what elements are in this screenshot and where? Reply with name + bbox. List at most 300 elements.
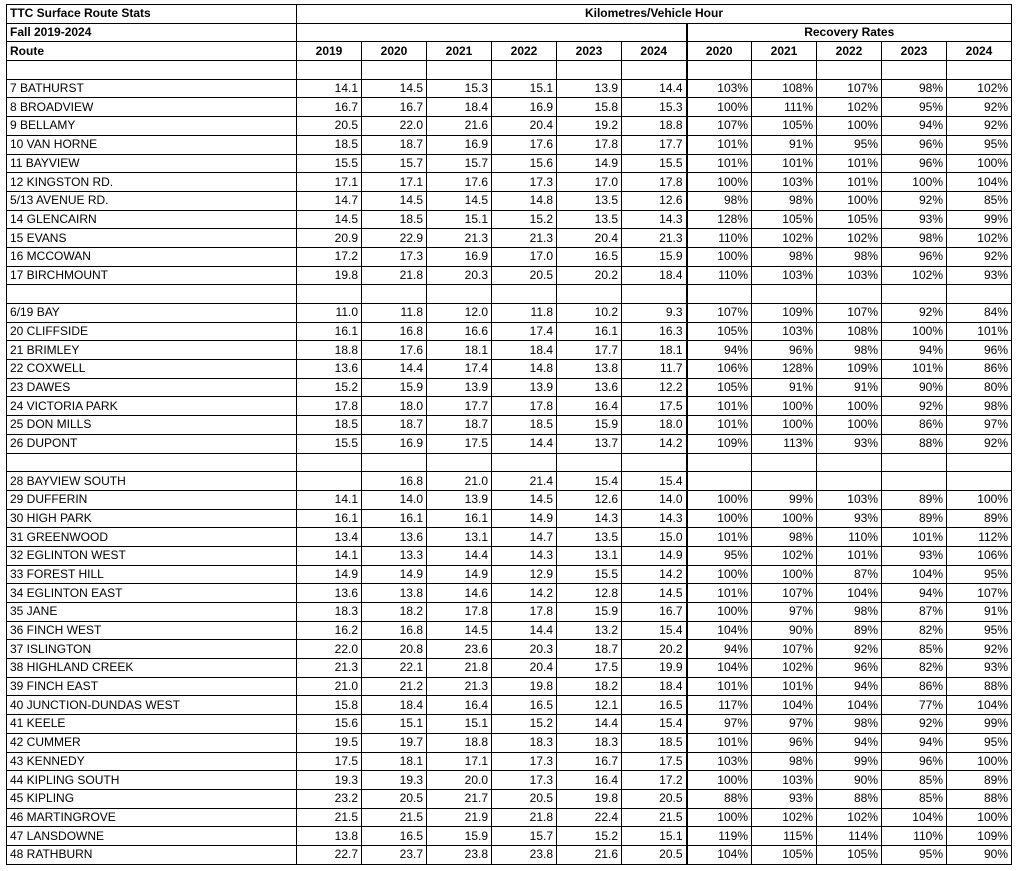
recovery-rate-cell: 103% <box>752 173 817 192</box>
table-row <box>7 434 1012 453</box>
recovery-rate-cell: 100% <box>947 490 1012 509</box>
kmh-value-cell: 21.4 <box>492 472 557 491</box>
recovery-rate-cell: 100% <box>947 752 1012 771</box>
recovery-rate-cell: 91% <box>752 135 817 154</box>
table-row <box>7 378 1012 397</box>
kmh-value-cell: 21.9 <box>427 808 492 827</box>
kmh-value-cell: 23.6 <box>427 640 492 659</box>
kmh-value-cell: 14.4 <box>492 434 557 453</box>
kmh-value-cell: 20.0 <box>427 771 492 790</box>
kmh-value-cell: 15.3 <box>622 98 687 117</box>
recovery-year-header: 2020 <box>687 42 752 61</box>
recovery-rate-cell: 92% <box>882 397 947 416</box>
kmh-value-cell: 13.6 <box>297 360 362 379</box>
recovery-rate-cell: 94% <box>882 341 947 360</box>
recovery-rate-cell: 105% <box>817 210 882 229</box>
kmh-value-cell: 16.9 <box>427 247 492 266</box>
table-row <box>7 341 1012 360</box>
recovery-rate-cell: 101% <box>687 397 752 416</box>
kmh-value-cell: 17.5 <box>557 659 622 678</box>
kmh-value-cell: 16.1 <box>557 322 622 341</box>
kmh-value-cell: 13.6 <box>362 528 427 547</box>
recovery-rate-cell: 93% <box>817 509 882 528</box>
recovery-rate-cell: 98% <box>882 79 947 98</box>
route-name-cell: 10 VAN HORNE <box>7 135 297 154</box>
empty-cell <box>687 453 752 472</box>
route-name-cell: 6/19 BAY <box>7 304 297 323</box>
recovery-rate-cell: 89% <box>882 490 947 509</box>
recovery-rate-cell: 102% <box>817 98 882 117</box>
kmh-value-cell: 17.1 <box>297 173 362 192</box>
route-name-cell: 5/13 AVENUE RD. <box>7 191 297 210</box>
recovery-rate-cell: 102% <box>947 79 1012 98</box>
recovery-rate-cell: 102% <box>752 229 817 248</box>
kmh-value-cell: 23.2 <box>297 789 362 808</box>
recovery-rate-cell: 100% <box>687 173 752 192</box>
empty-cell <box>557 61 622 80</box>
recovery-rate-cell: 77% <box>882 696 947 715</box>
recovery-rate-cell: 93% <box>817 434 882 453</box>
kmh-value-cell: 15.9 <box>427 827 492 846</box>
kmh-value-cell: 10.2 <box>557 304 622 323</box>
kmh-value-cell: 16.5 <box>362 827 427 846</box>
kmh-value-cell: 21.8 <box>362 266 427 285</box>
kmh-value-cell: 18.2 <box>362 603 427 622</box>
table-row <box>7 715 1012 734</box>
recovery-rate-cell <box>752 472 817 491</box>
kmh-value-cell: 12.6 <box>622 191 687 210</box>
empty-cell <box>557 453 622 472</box>
recovery-rate-cell: 107% <box>752 584 817 603</box>
route-name-cell: 43 KENNEDY <box>7 752 297 771</box>
recovery-rate-cell: 93% <box>947 659 1012 678</box>
route-name-cell: 41 KEELE <box>7 715 297 734</box>
recovery-rate-cell: 113% <box>752 434 817 453</box>
empty-cell <box>297 453 362 472</box>
route-name-cell: 14 GLENCAIRN <box>7 210 297 229</box>
kmh-value-cell: 19.7 <box>362 733 427 752</box>
kmh-value-cell: 17.3 <box>492 752 557 771</box>
recovery-rate-cell: 104% <box>817 584 882 603</box>
recovery-rate-cell: 98% <box>687 191 752 210</box>
table-row <box>7 677 1012 696</box>
recovery-rate-cell: 104% <box>687 845 752 864</box>
kmh-value-cell: 17.8 <box>492 397 557 416</box>
kmh-value-cell: 23.8 <box>492 845 557 864</box>
recovery-rate-cell: 119% <box>687 827 752 846</box>
kmh-value-cell: 14.5 <box>297 210 362 229</box>
recovery-rate-cell: 88% <box>947 677 1012 696</box>
recovery-rate-cell: 93% <box>882 546 947 565</box>
kmh-value-cell: 18.4 <box>622 677 687 696</box>
recovery-rate-cell: 96% <box>882 135 947 154</box>
kmh-value-cell: 14.9 <box>557 154 622 173</box>
kmh-value-cell: 14.3 <box>622 210 687 229</box>
spacer-row <box>7 61 1012 80</box>
recovery-rate-cell: 89% <box>882 509 947 528</box>
table-row <box>7 247 1012 266</box>
recovery-group-header: Recovery Rates <box>687 23 1012 42</box>
kmh-value-cell: 14.5 <box>622 584 687 603</box>
kmh-value-cell: 16.8 <box>362 322 427 341</box>
kmh-value-cell: 20.2 <box>557 266 622 285</box>
recovery-rate-cell: 102% <box>752 659 817 678</box>
recovery-rate-cell: 100% <box>882 322 947 341</box>
kmh-value-cell: 20.4 <box>492 117 557 136</box>
table-row <box>7 696 1012 715</box>
recovery-rate-cell: 112% <box>947 528 1012 547</box>
kmh-value-cell: 21.3 <box>622 229 687 248</box>
recovery-rate-cell: 92% <box>947 98 1012 117</box>
kmh-value-cell: 18.5 <box>492 416 557 435</box>
recovery-rate-cell: 101% <box>687 584 752 603</box>
kmh-value-cell: 15.1 <box>492 79 557 98</box>
kmh-value-cell: 16.7 <box>622 603 687 622</box>
kmh-value-cell: 18.7 <box>362 416 427 435</box>
route-name-cell: 16 MCCOWAN <box>7 247 297 266</box>
kmh-value-cell: 14.6 <box>427 584 492 603</box>
recovery-year-header: 2021 <box>752 42 817 61</box>
kmh-value-cell: 18.1 <box>622 341 687 360</box>
route-name-cell: 33 FOREST HILL <box>7 565 297 584</box>
recovery-rate-cell: 104% <box>947 696 1012 715</box>
recovery-rate-cell: 110% <box>817 528 882 547</box>
recovery-rate-cell: 104% <box>947 173 1012 192</box>
recovery-rate-cell: 96% <box>882 247 947 266</box>
spacer-row <box>7 453 1012 472</box>
kmh-value-cell: 23.8 <box>427 845 492 864</box>
recovery-rate-cell: 105% <box>687 322 752 341</box>
recovery-rate-cell: 100% <box>687 565 752 584</box>
route-name-cell: 8 BROADVIEW <box>7 98 297 117</box>
route-name-cell: 17 BIRCHMOUNT <box>7 266 297 285</box>
empty-cell <box>752 61 817 80</box>
table-row <box>7 640 1012 659</box>
empty-cell <box>622 285 687 304</box>
kmh-value-cell: 15.0 <box>622 528 687 547</box>
kmh-value-cell: 20.5 <box>362 789 427 808</box>
empty-cell <box>492 285 557 304</box>
recovery-rate-cell: 128% <box>687 210 752 229</box>
recovery-rate-cell: 94% <box>882 733 947 752</box>
recovery-rate-cell: 102% <box>752 546 817 565</box>
recovery-rate-cell: 110% <box>687 266 752 285</box>
kmh-value-cell: 17.1 <box>427 752 492 771</box>
kmh-value-cell: 17.3 <box>362 247 427 266</box>
kmh-value-cell: 17.4 <box>492 322 557 341</box>
kmh-value-cell: 21.5 <box>362 808 427 827</box>
kmh-value-cell: 15.2 <box>297 378 362 397</box>
recovery-rate-cell: 92% <box>817 640 882 659</box>
recovery-rate-cell: 101% <box>687 677 752 696</box>
kmh-value-cell: 14.8 <box>492 191 557 210</box>
table-row <box>7 659 1012 678</box>
recovery-rate-cell: 94% <box>817 733 882 752</box>
empty-cell <box>882 453 947 472</box>
recovery-rate-cell: 82% <box>882 659 947 678</box>
recovery-rate-cell: 104% <box>882 565 947 584</box>
kmh-value-cell <box>297 472 362 491</box>
kmh-value-cell: 13.2 <box>557 621 622 640</box>
route-name-cell: 42 CUMMER <box>7 733 297 752</box>
kmh-value-cell: 15.9 <box>362 378 427 397</box>
kmh-value-cell: 15.6 <box>492 154 557 173</box>
recovery-rate-cell: 101% <box>687 528 752 547</box>
kmh-value-cell: 17.5 <box>427 434 492 453</box>
kmh-value-cell: 18.8 <box>427 733 492 752</box>
recovery-rate-cell: 107% <box>817 79 882 98</box>
kmh-value-cell: 17.8 <box>297 397 362 416</box>
recovery-rate-cell: 100% <box>752 397 817 416</box>
kmh-value-cell: 20.5 <box>297 117 362 136</box>
empty-cell <box>752 285 817 304</box>
recovery-rate-cell: 99% <box>947 715 1012 734</box>
kmh-value-cell: 18.1 <box>362 752 427 771</box>
table-row <box>7 621 1012 640</box>
empty-cell <box>427 285 492 304</box>
kmh-value-cell: 18.1 <box>427 341 492 360</box>
recovery-rate-cell: 105% <box>752 845 817 864</box>
kmh-value-cell: 15.1 <box>362 715 427 734</box>
kmh-value-cell: 14.0 <box>622 490 687 509</box>
table-row <box>7 528 1012 547</box>
sheet-subtitle: Fall 2019-2024 <box>7 23 297 42</box>
kmh-value-cell: 19.3 <box>362 771 427 790</box>
table-row <box>7 827 1012 846</box>
recovery-rate-cell: 95% <box>947 565 1012 584</box>
kmh-value-cell: 17.7 <box>427 397 492 416</box>
table-row <box>7 322 1012 341</box>
recovery-rate-cell: 100% <box>882 173 947 192</box>
recovery-rate-cell: 104% <box>687 621 752 640</box>
kmh-value-cell: 18.4 <box>622 266 687 285</box>
empty-cell <box>622 61 687 80</box>
recovery-rate-cell: 102% <box>947 229 1012 248</box>
table-row <box>7 546 1012 565</box>
kmh-value-cell: 14.2 <box>622 565 687 584</box>
empty-cell <box>947 61 1012 80</box>
table-row <box>7 752 1012 771</box>
sheet-title: TTC Surface Route Stats <box>7 5 297 24</box>
recovery-rate-cell: 105% <box>817 845 882 864</box>
recovery-rate-cell: 95% <box>882 98 947 117</box>
recovery-rate-cell: 101% <box>687 154 752 173</box>
empty-cell <box>817 453 882 472</box>
kmh-value-cell: 14.4 <box>362 360 427 379</box>
recovery-rate-cell: 111% <box>752 98 817 117</box>
empty-cell <box>7 285 297 304</box>
recovery-rate-cell: 110% <box>882 827 947 846</box>
kmh-value-cell: 14.3 <box>492 546 557 565</box>
recovery-rate-cell: 94% <box>817 677 882 696</box>
kmh-value-cell: 12.9 <box>492 565 557 584</box>
recovery-rate-cell <box>817 472 882 491</box>
empty-cell <box>427 61 492 80</box>
kmh-value-cell: 12.6 <box>557 490 622 509</box>
kmh-value-cell: 18.8 <box>297 341 362 360</box>
kmh-value-cell: 20.5 <box>622 789 687 808</box>
kmh-value-cell: 13.9 <box>427 490 492 509</box>
kmh-value-cell: 18.0 <box>622 416 687 435</box>
kmh-value-cell: 15.8 <box>557 98 622 117</box>
kmh-value-cell: 13.4 <box>297 528 362 547</box>
recovery-rate-cell: 86% <box>882 677 947 696</box>
kmh-value-cell: 17.0 <box>492 247 557 266</box>
recovery-rate-cell: 104% <box>752 696 817 715</box>
recovery-rate-cell: 98% <box>817 603 882 622</box>
recovery-rate-cell: 92% <box>882 715 947 734</box>
kmh-value-cell: 18.3 <box>492 733 557 752</box>
empty-cell <box>687 285 752 304</box>
kmh-value-cell: 17.2 <box>297 247 362 266</box>
route-name-cell: 7 BATHURST <box>7 79 297 98</box>
kmh-value-cell: 17.4 <box>427 360 492 379</box>
kmh-year-header: 2022 <box>492 42 557 61</box>
kmh-value-cell: 15.4 <box>557 472 622 491</box>
header-row-3 <box>7 42 1012 61</box>
kmh-value-cell: 17.7 <box>557 341 622 360</box>
recovery-rate-cell: 105% <box>687 378 752 397</box>
kmh-value-cell: 22.0 <box>362 117 427 136</box>
recovery-rate-cell: 88% <box>947 789 1012 808</box>
route-name-cell: 47 LANSDOWNE <box>7 827 297 846</box>
recovery-rate-cell: 103% <box>752 266 817 285</box>
kmh-value-cell: 18.7 <box>427 416 492 435</box>
kmh-value-cell: 13.5 <box>557 528 622 547</box>
kmh-value-cell: 20.5 <box>492 266 557 285</box>
kmh-value-cell: 17.6 <box>427 173 492 192</box>
recovery-rate-cell: 98% <box>817 715 882 734</box>
kmh-year-header: 2023 <box>557 42 622 61</box>
recovery-rate-cell: 97% <box>752 603 817 622</box>
empty-cell <box>882 285 947 304</box>
kmh-value-cell: 14.9 <box>297 565 362 584</box>
recovery-rate-cell: 101% <box>752 677 817 696</box>
table-row <box>7 733 1012 752</box>
kmh-value-cell: 19.9 <box>622 659 687 678</box>
route-name-cell: 37 ISLINGTON <box>7 640 297 659</box>
kmh-value-cell: 21.3 <box>297 659 362 678</box>
recovery-rate-cell: 96% <box>817 659 882 678</box>
route-name-cell: 30 HIGH PARK <box>7 509 297 528</box>
recovery-rate-cell: 98% <box>817 247 882 266</box>
kmh-value-cell: 16.1 <box>362 509 427 528</box>
recovery-rate-cell: 108% <box>817 322 882 341</box>
empty-cell <box>297 61 362 80</box>
kmh-value-cell: 21.5 <box>622 808 687 827</box>
table-row <box>7 173 1012 192</box>
recovery-rate-cell: 91% <box>817 378 882 397</box>
recovery-rate-cell: 107% <box>817 304 882 323</box>
recovery-rate-cell: 101% <box>882 528 947 547</box>
kmh-value-cell: 18.7 <box>557 640 622 659</box>
kmh-value-cell: 17.5 <box>622 397 687 416</box>
recovery-rate-cell: 100% <box>687 808 752 827</box>
empty-cell <box>362 285 427 304</box>
recovery-rate-cell: 98% <box>752 528 817 547</box>
kmh-value-cell: 15.2 <box>557 827 622 846</box>
recovery-rate-cell: 100% <box>817 117 882 136</box>
kmh-value-cell: 15.6 <box>297 715 362 734</box>
kmh-value-cell: 21.3 <box>427 677 492 696</box>
kmh-value-cell: 14.5 <box>362 79 427 98</box>
recovery-rate-cell: 101% <box>817 546 882 565</box>
kmh-value-cell: 15.1 <box>427 210 492 229</box>
kmh-value-cell: 18.5 <box>622 733 687 752</box>
table-row <box>7 771 1012 790</box>
kmh-value-cell: 14.9 <box>622 546 687 565</box>
recovery-rate-cell: 94% <box>882 117 947 136</box>
route-column-header: Route <box>7 42 297 61</box>
kmh-value-cell: 17.3 <box>492 771 557 790</box>
recovery-rate-cell: 102% <box>882 266 947 285</box>
recovery-rate-cell: 105% <box>752 210 817 229</box>
kmh-value-cell: 22.1 <box>362 659 427 678</box>
route-name-cell: 32 EGLINTON WEST <box>7 546 297 565</box>
kmh-value-cell: 21.0 <box>297 677 362 696</box>
kmh-value-cell: 15.4 <box>622 715 687 734</box>
kmh-value-cell: 16.7 <box>297 98 362 117</box>
recovery-rate-cell: 103% <box>687 79 752 98</box>
kmh-value-cell: 19.8 <box>557 789 622 808</box>
recovery-rate-cell: 114% <box>817 827 882 846</box>
kmh-value-cell: 15.2 <box>492 210 557 229</box>
recovery-rate-cell: 107% <box>687 304 752 323</box>
table-row <box>7 229 1012 248</box>
header-row-1 <box>7 5 1012 24</box>
recovery-rate-cell: 100% <box>752 416 817 435</box>
kmh-value-cell: 17.5 <box>622 752 687 771</box>
table-row <box>7 472 1012 491</box>
kmh-value-cell: 16.5 <box>557 247 622 266</box>
kmh-value-cell: 14.9 <box>427 565 492 584</box>
table-row <box>7 845 1012 864</box>
recovery-rate-cell: 103% <box>817 266 882 285</box>
kmh-value-cell: 15.4 <box>622 472 687 491</box>
recovery-rate-cell: 100% <box>817 416 882 435</box>
route-name-cell: 15 EVANS <box>7 229 297 248</box>
recovery-rate-cell: 92% <box>947 434 1012 453</box>
kmh-value-cell: 20.3 <box>492 640 557 659</box>
kmh-value-cell: 13.8 <box>297 827 362 846</box>
recovery-rate-cell: 106% <box>947 546 1012 565</box>
kmh-value-cell: 14.0 <box>362 490 427 509</box>
recovery-rate-cell: 107% <box>687 117 752 136</box>
recovery-rate-cell: 100% <box>752 509 817 528</box>
kmh-value-cell: 15.5 <box>297 434 362 453</box>
empty-cell <box>427 453 492 472</box>
recovery-rate-cell: 109% <box>817 360 882 379</box>
table-row <box>7 808 1012 827</box>
kmh-value-cell: 13.8 <box>557 360 622 379</box>
recovery-rate-cell: 104% <box>882 808 947 827</box>
route-name-cell: 25 DON MILLS <box>7 416 297 435</box>
route-name-cell: 21 BRIMLEY <box>7 341 297 360</box>
kmh-value-cell: 14.7 <box>492 528 557 547</box>
table-row <box>7 397 1012 416</box>
route-name-cell: 39 FINCH EAST <box>7 677 297 696</box>
table-row <box>7 360 1012 379</box>
route-name-cell: 40 JUNCTION-DUNDAS WEST <box>7 696 297 715</box>
recovery-rate-cell: 85% <box>882 771 947 790</box>
kmh-value-cell: 13.9 <box>557 79 622 98</box>
table-row <box>7 584 1012 603</box>
recovery-rate-cell <box>882 472 947 491</box>
kmh-value-cell: 18.2 <box>557 677 622 696</box>
kmh-value-cell: 13.1 <box>557 546 622 565</box>
route-name-cell: 23 DAWES <box>7 378 297 397</box>
recovery-rate-cell: 103% <box>752 322 817 341</box>
